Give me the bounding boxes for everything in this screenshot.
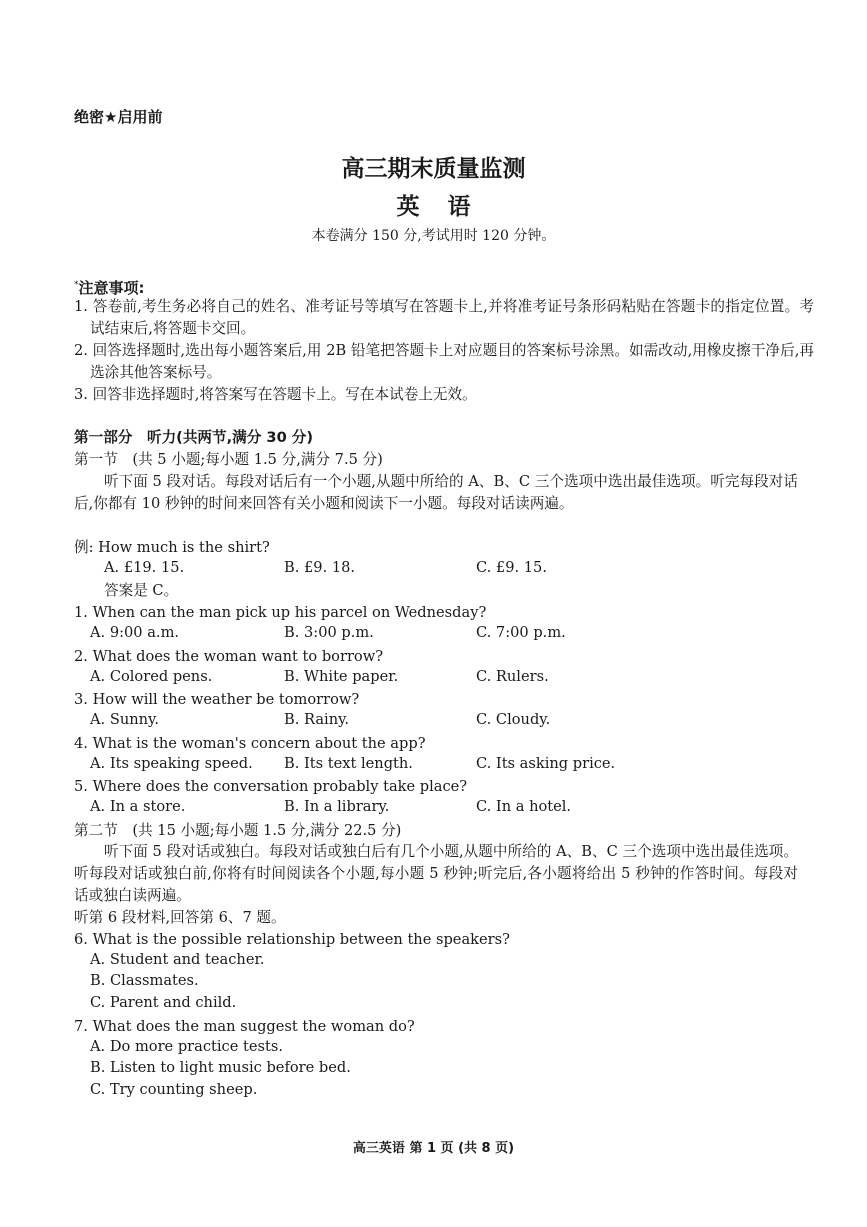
option: C. Its asking price. — [476, 755, 616, 772]
section1-heading: 第一节 (共 5 小题;每小题 1.5 分,满分 7.5 分) — [74, 451, 383, 468]
example-option: A. £19. 15. — [104, 559, 185, 576]
example-option: C. £9. 15. — [476, 559, 547, 576]
example-question: 例: How much is the shirt? — [74, 539, 270, 556]
option: C. In a hotel. — [476, 798, 572, 815]
notice-item: 1. 答卷前,考生务必将自己的姓名、准考证号等填写在答题卡上,并将准考证号条形码粘贴在答题卡的指定位置。考试结束后,将答题卡交回。 — [74, 298, 814, 337]
option: B. Rainy. — [284, 711, 350, 728]
section2-instructions: 听下面 5 段对话或独白。每段对话或独白后有几个小题,从题中所给的 A、B、C 三个选项中选出最佳选项。听每段对话或独白前,你将有时间阅读各个小题,每小题 5 秒钟;听完后,各小题将给出 5 秒钟的作答时间。每段对话或独白读两遍。 — [74, 843, 798, 904]
section2-heading: 第二节 (共 15 小题;每小题 1.5 分,满分 22.5 分) — [74, 822, 402, 839]
page-footer: 高三英语 第 1 页 (共 8 页) — [352, 1141, 515, 1156]
option: C. 7:00 p.m. — [476, 624, 566, 641]
notice-title — [74, 277, 145, 298]
section1-instructions: 听下面 5 段对话。每段对话后有一个小题,从题中所给的 A、B、C 三个选项中选出最佳选项。听完每段对话后,你都有 10 秒钟的时间来回答有关小题和阅读下一小题。每段对话读两遍。 — [74, 473, 798, 512]
option: B. Classmates. — [90, 972, 199, 989]
question-1: 1. When can the man pick up his parcel on Wednesday? — [74, 604, 487, 621]
option: A. Sunny. — [90, 711, 159, 728]
option: C. Rulers. — [476, 668, 549, 685]
option: A. Its speaking speed. — [90, 755, 253, 772]
question-2: 2. What does the woman want to borrow? — [74, 648, 384, 665]
example-option: B. £9. 18. — [284, 559, 356, 576]
option: C. Try counting sheep. — [90, 1081, 258, 1098]
option: A. Colored pens. — [90, 668, 213, 685]
option: C. Parent and child. — [90, 994, 237, 1011]
exam-info: 本卷满分 150 分,考试用时 120 分钟。 — [311, 228, 556, 244]
option: C. Cloudy. — [476, 711, 551, 728]
option: A. In a store. — [90, 798, 186, 815]
confidential-label: 绝密★启用前 — [74, 108, 163, 126]
option: B. Its text length. — [284, 755, 413, 772]
option: A. 9:00 a.m. — [90, 624, 180, 641]
notice-item: 3. 回答非选择题时,将答案写在答题卡上。写在本试卷上无效。 — [74, 386, 477, 403]
option: B. In a library. — [284, 798, 390, 815]
part1-heading: 第一部分 听力(共两节,满分 30 分) — [74, 429, 314, 446]
option: B. White paper. — [284, 668, 399, 685]
question-3: 3. How will the weather be tomorrow? — [74, 691, 360, 708]
subject-title: 英语 — [396, 194, 499, 220]
example-answer: 答案是 C。 — [104, 582, 179, 599]
notice-item: 2. 回答选择题时,选出每小题答案后,用 2B 铅笔把答题卡上对应题目的答案标号涂黑。如需改动,用橡皮擦干净后,再选涂其他答案标号。 — [74, 342, 814, 381]
option: A. Do more practice tests. — [90, 1038, 283, 1055]
question-5: 5. Where does the conversation probably take place? — [74, 778, 468, 795]
option: A. Student and teacher. — [90, 951, 265, 968]
notice-mark: * — [74, 280, 79, 290]
option: B. 3:00 p.m. — [284, 624, 374, 641]
notice-title-text: 注意事项: — [78, 279, 145, 297]
option: B. Listen to light music before bed. — [90, 1059, 351, 1076]
question-4: 4. What is the woman's concern about the app? — [74, 735, 426, 752]
question-6: 6. What is the possible relationship between the speakers? — [74, 931, 510, 948]
exam-title: 高三期末质量监测 — [341, 156, 526, 182]
material-6-note: 听第 6 段材料,回答第 6、7 题。 — [74, 909, 286, 926]
question-7: 7. What does the man suggest the woman do? — [74, 1018, 415, 1035]
